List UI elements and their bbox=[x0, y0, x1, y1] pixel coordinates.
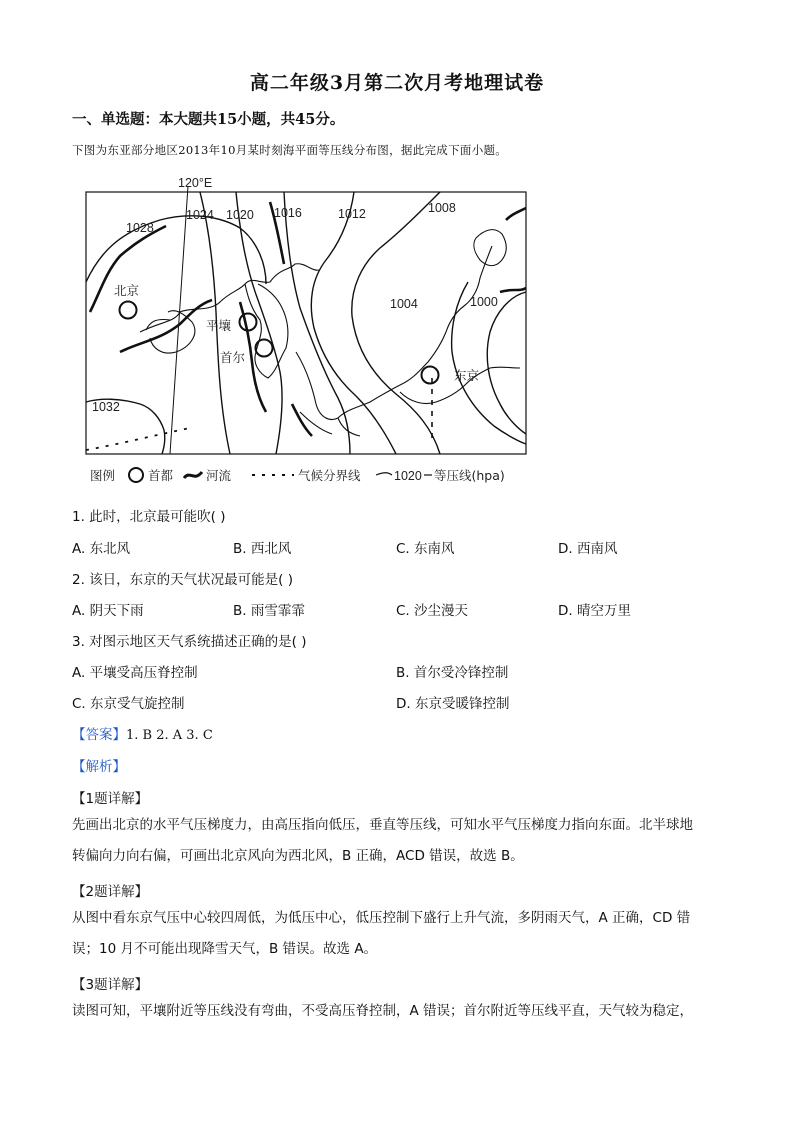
capital-tokyo-marker bbox=[422, 367, 439, 384]
question-2-option-d: D. 晴空万里 bbox=[558, 603, 631, 619]
city-label-pyongyang: 平壤 bbox=[206, 318, 232, 333]
analysis-label: 【解析】 bbox=[72, 759, 126, 775]
isobar-label-1024: 1024 bbox=[186, 208, 214, 222]
isobar-label-1000: 1000 bbox=[470, 295, 498, 309]
question-3-option-c: C. 东京受气旋控制 bbox=[72, 696, 185, 712]
question-1-option-a: A. 东北风 bbox=[72, 541, 131, 557]
detail-3-line-1: 读图可知，平壤附近等压线没有弯曲，不受高压脊控制，A 错误；首尔附近等压线平直，天气较为稳定， bbox=[72, 1003, 694, 1019]
detail-2-line-1: 从图中看东京气压中心较四周低，为低压中心，低压控制下盛行上升气流，多阴雨天气，A 正确，CD 错 bbox=[72, 910, 691, 926]
detail-2-body bbox=[72, 903, 722, 965]
question-2-option-b: B. 雨雪霏霏 bbox=[233, 603, 305, 619]
isobar-label-1020: 1020 bbox=[226, 208, 254, 222]
detail-3-heading: 【3题详解】 bbox=[72, 977, 149, 993]
detail-1-line-1: 先画出北京的水平气压梯度力，由高压指向低压，垂直等压线，可知水平气压梯度力指向东面。北半球地 bbox=[72, 817, 693, 833]
isobar-label-1032: 1032 bbox=[92, 400, 120, 414]
question-1-option-d: D. 西南风 bbox=[558, 541, 618, 557]
answer-row bbox=[72, 723, 213, 743]
legend-capital-icon bbox=[129, 468, 143, 482]
legend-capital-label: 首都 bbox=[148, 468, 174, 483]
legend-isobar-sample: 1020 bbox=[394, 469, 422, 483]
isobar-label-1004: 1004 bbox=[390, 297, 418, 311]
section-heading: 一、单选题：本大题共15小题，共45分。 bbox=[72, 111, 345, 128]
legend-isobar-label: 等压线(hpa) bbox=[434, 468, 505, 483]
question-3-option-b: B. 首尔受冷锋控制 bbox=[396, 665, 509, 681]
question-2-stem: 2. 该日，东京的天气状况最可能是( ) bbox=[72, 572, 293, 588]
answer-label: 【答案】 bbox=[72, 727, 126, 743]
detail-1-line-2: 转偏向力向右偏，可画出北京风向为西北风，B 正确，ACD 错误，故选 B。 bbox=[72, 848, 524, 864]
isobar-label-1008: 1008 bbox=[428, 201, 456, 215]
detail-1-heading: 【1题详解】 bbox=[72, 791, 149, 807]
detail-2-line-2: 误；10 月不可能出现降雪天气，B 错误。故选 A。 bbox=[72, 941, 378, 957]
question-2-option-a: A. 阴天下雨 bbox=[72, 603, 144, 619]
question-1-stem: 1. 此时，北京最可能吹( ) bbox=[72, 509, 226, 525]
detail-1-body bbox=[72, 810, 722, 872]
answer-text: 1. B 2. A 3. C bbox=[126, 728, 213, 743]
isobar-label-1028: 1028 bbox=[126, 221, 154, 235]
city-label-beijing: 北京 bbox=[114, 283, 140, 298]
capital-seoul-marker bbox=[256, 340, 273, 357]
isobar-label-1016: 1016 bbox=[274, 206, 302, 220]
isobar-map bbox=[80, 172, 532, 490]
question-3-stem: 3. 对图示地区天气系统描述正确的是( ) bbox=[72, 634, 307, 650]
city-label-seoul: 首尔 bbox=[220, 350, 246, 365]
meridian-label: 120°E bbox=[178, 176, 213, 190]
detail-2-heading: 【2题详解】 bbox=[72, 884, 149, 900]
question-3-option-d: D. 东京受暖锋控制 bbox=[396, 696, 510, 712]
question-2-option-c: C. 沙尘漫天 bbox=[396, 603, 469, 619]
capital-beijing-marker bbox=[120, 302, 137, 319]
legend-river-label: 河流 bbox=[206, 468, 232, 483]
legend-river-icon bbox=[184, 472, 202, 478]
map-legend bbox=[90, 468, 505, 483]
legend-isobar-icon bbox=[376, 473, 392, 475]
detail-3-body bbox=[72, 996, 722, 1027]
legend-prefix: 图例 bbox=[90, 468, 116, 483]
city-label-tokyo: 东京 bbox=[454, 368, 480, 383]
legend-boundary-label: 气候分界线 bbox=[298, 468, 361, 483]
question-intro: 下图为东亚部分地区2013年10月某时刻海平面等压线分布图，据此完成下面小题。 bbox=[72, 143, 508, 157]
question-1-option-b: B. 西北风 bbox=[233, 541, 292, 557]
capital-pyongyang-marker bbox=[240, 314, 257, 331]
isobar-label-1012: 1012 bbox=[338, 207, 366, 221]
page-title: 高二年级3月第二次月考地理试卷 bbox=[249, 72, 545, 94]
question-1-option-c: C. 东南风 bbox=[396, 541, 455, 557]
question-3-option-a: A. 平壤受高压脊控制 bbox=[72, 665, 198, 681]
